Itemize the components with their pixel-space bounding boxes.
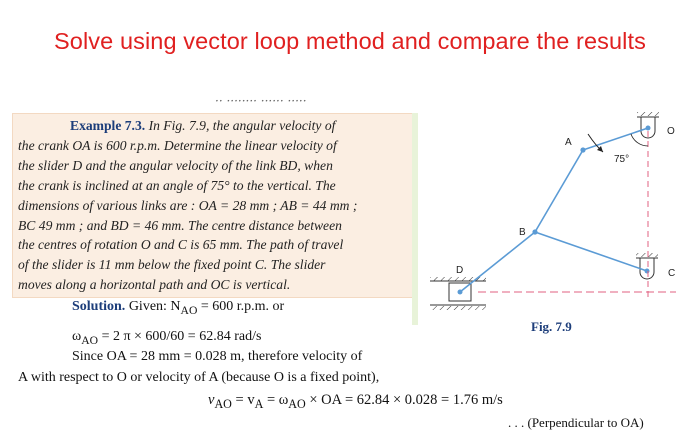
solution-line-omega: $\omega_{AO} = 2$ π × 600/60 = 62.84 rad/s [72, 329, 262, 347]
example-line: the centres of rotation O and C is 65 mm. The path of travel [18, 237, 344, 253]
cut-off-text: ·· ········ ······ ····· [215, 94, 307, 108]
example-line: BC 49 mm ; and BD = 46 mm. The centre distance between [18, 217, 342, 233]
label-c: C [668, 268, 676, 279]
solution-line-given: Solution. Given: $N_{AO} = 600$ r.p.m. or [72, 299, 285, 317]
slider-d-guides [430, 277, 486, 310]
velocity-equation: $v_{AO} = v_A = \omega_{AO}$ × OA = 62.84 × 0.028 = 1.76 m/s [208, 392, 503, 411]
example-line: dimensions of various links are : OA = 28 mm ; AB = 44 mm ; [18, 197, 358, 213]
angle-label: 75° [614, 154, 630, 165]
example-line: the slider D and the angular velocity of the link BD, when [18, 157, 333, 173]
label-a: A [565, 137, 572, 148]
example-line: the crank OA is 600 r.p.m. Determine the linear velocity of [18, 137, 337, 153]
joint-b [532, 229, 537, 234]
slide-title: Solve using vector loop method and compare the results [54, 28, 646, 54]
angle-arc [631, 134, 648, 146]
solution-line-velocity: A with respect to O or velocity of A (because O is a fixed point), [18, 370, 380, 385]
figure-caption: Fig. 7.9 [531, 319, 572, 334]
label-d: D [456, 265, 464, 276]
example-heading: Example 7.3. [70, 118, 146, 133]
link-bc [535, 232, 647, 271]
example-line: In Fig. 7.9, the angular velocity of [148, 118, 336, 133]
pivot-c-support [636, 253, 658, 279]
solution-line-since: Since OA = 28 mm = 0.028 m, therefore velocity of [72, 349, 363, 364]
perpendicular-note: . . . (Perpendicular to OA) [508, 415, 644, 430]
example-line: moves along a horizontal path and OC is vertical. [18, 277, 291, 293]
label-b: B [519, 227, 526, 238]
label-o: O [667, 126, 675, 137]
joint-a [580, 147, 585, 152]
link-oa [583, 128, 648, 150]
link-bd [460, 232, 535, 292]
solution-heading: Solution. [72, 299, 126, 314]
example-line: of the slider is 11 mm below the fixed point C. The slider [18, 257, 326, 273]
example-line: the crank is inclined at an angle of 75° to the vertical. The [18, 177, 336, 193]
link-ab [535, 150, 583, 232]
